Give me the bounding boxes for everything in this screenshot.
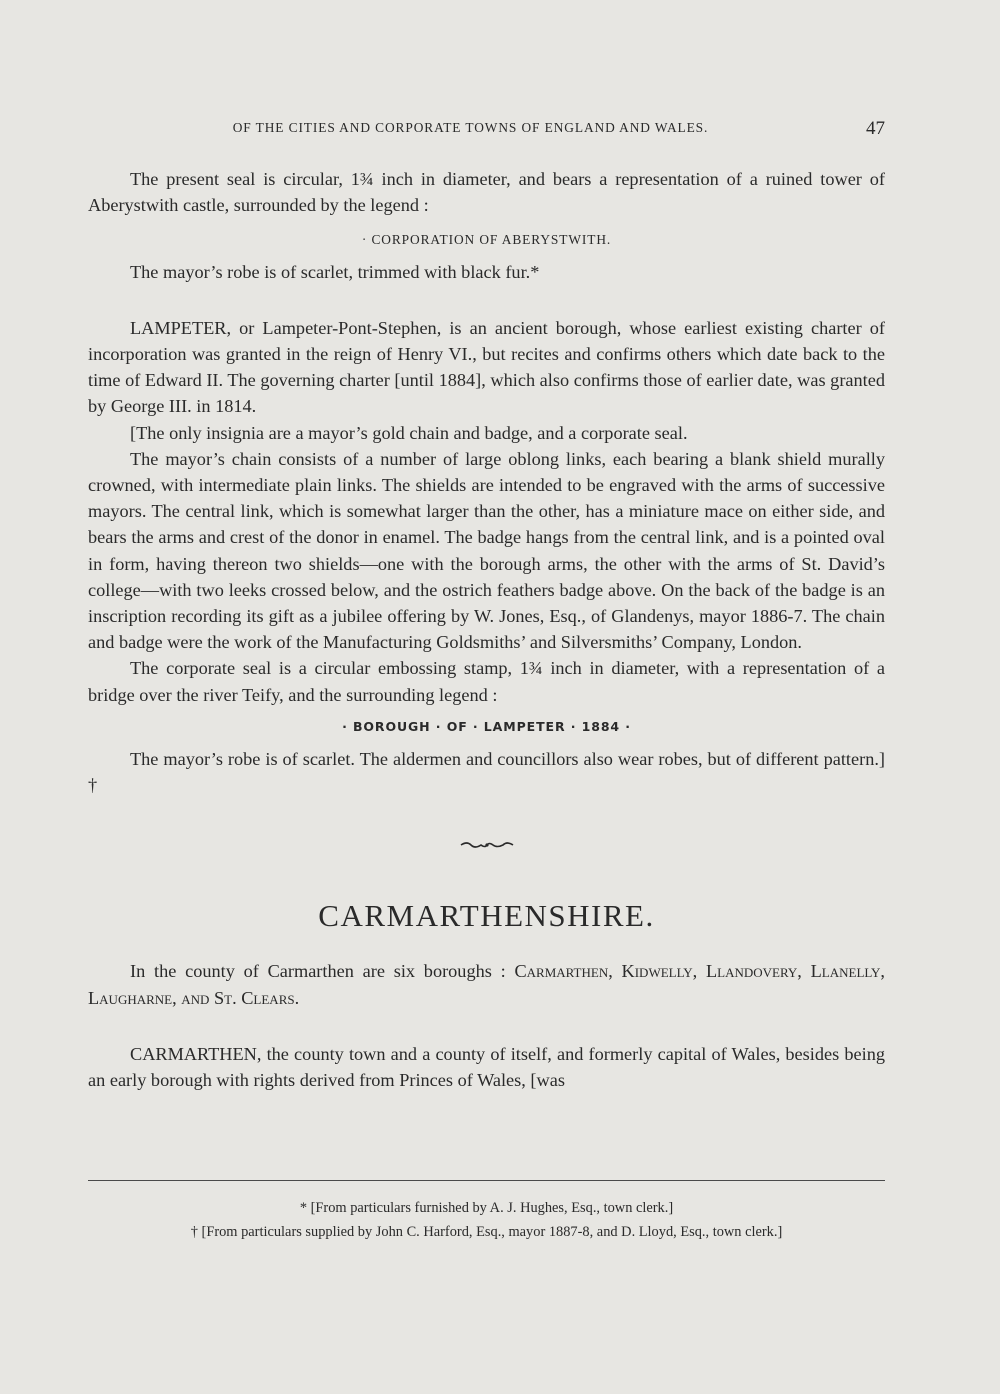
footnote-rule [88, 1180, 885, 1181]
aberystwith-seal-paragraph: The present seal is circular, 1¾ inch in diameter, and bears a representation of a ruined tower of Aberystwith castle, surrounded by the legend : [88, 169, 885, 216]
aberystwith-robe-paragraph: The mayor’s robe is of scarlet, trimmed with black fur.* [130, 261, 540, 282]
footnote-2: † [From particulars supplied by John C. Harford, Esq., mayor 1887-8, and D. Lloyd, Esq., town clerk.] [190, 1224, 783, 1240]
section-heading: CARMARTHENSHIRE. [318, 898, 655, 934]
lampeter-intro-paragraph: LAMPETER, or Lampeter-Pont-Stephen, is an ancient borough, whose earliest existing charter of incorporation was granted in the reign of Henry VI., but recites and confirms others which date back to the time of Edward II. The governing charter [until 1884], which also confirms those of earlier date, was granted by George III. in 1814. [88, 317, 885, 417]
lampeter-seal-legend: · BOROUGH · OF · LAMPETER · 1884 · [342, 718, 631, 734]
footnote-1: * [From particulars furnished by A. J. Hughes, Esq., town clerk.] [299, 1200, 674, 1216]
section-divider-ornament [88, 832, 885, 852]
lampeter-seal-paragraph: The corporate seal is a circular embossing stamp, 1¾ inch in diameter, with a representation of a bridge over the river Teify, and the surrounding legend : [88, 658, 885, 705]
boroughs-intro: In the county of Carmarthen are six boroughs : [130, 961, 506, 982]
page-number: 47 [866, 118, 885, 139]
lampeter-chain-paragraph: The mayor’s chain consists of a number of large oblong links, each bearing a blank shield murally crowned, with intermediate plain links. The shields are intended to be engraved with the arms of successive mayors. The central link, which is somewhat larger than the other, has a miniature mace on either side, and bears the arms and crest of the donor in enamel. The badge hangs from the central link, and is a pointed oval in form, having thereon two shields—one with the borough arms, the other with the arms of St. David’s college—with two leeks crossed below, and the ostrich feathers badge above. On the back of the badge is an inscription recording its gift as a jubilee offering by W. Jones, Esq., of Glandenys, mayor 1886-7. The chain and badge were the work of the Manufacturing Goldsmiths’ and Silversmiths’ Company, London. [88, 448, 885, 653]
boroughs-list: Carmarthen, Kidwelly, Llandovery, Llanelly, Laugharne, and St. Clears. [88, 961, 885, 1008]
lampeter-robe-paragraph: The mayor’s robe is of scarlet. The aldermen and councillors also wear robes, but of different pattern.] † [88, 749, 885, 796]
footnotes [88, 1196, 885, 1244]
carmarthen-paragraph: CARMARTHEN, the county town and a county of itself, and formerly capital of Wales, besides being an early borough with rights derived from Princes of Wales, [was [88, 1043, 885, 1091]
body-text [88, 166, 885, 1093]
aberystwith-seal-legend: · CORPORATION OF ABERYSTWITH. [361, 232, 612, 248]
lampeter-insignia-paragraph: [The only insignia are a mayor’s gold chain and badge, and a corporate seal. [130, 422, 688, 443]
carmarthenshire-boroughs-paragraph [88, 958, 885, 1010]
running-head [88, 118, 885, 138]
running-title: OF THE CITIES AND CORPORATE TOWNS OF ENGLAND AND WALES. [232, 120, 709, 135]
